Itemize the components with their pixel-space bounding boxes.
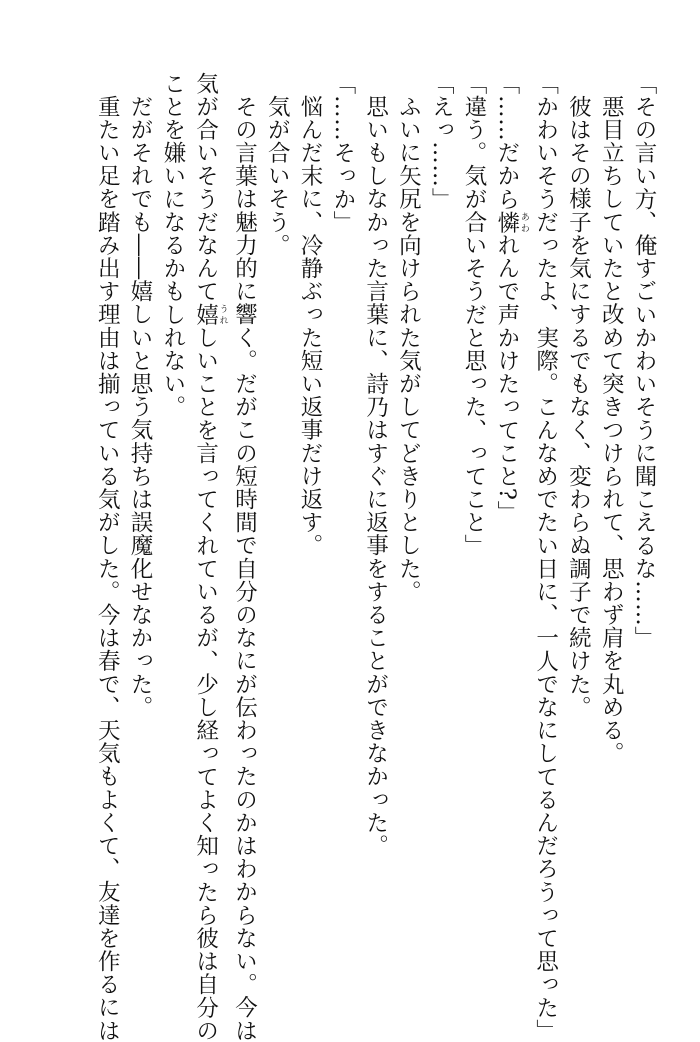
text-line <box>490 72 529 952</box>
line-prefix: 「……だから <box>493 72 520 211</box>
text-line: 悩んだ末に、冷静ぶった短い返事だけ返す。 <box>297 94 324 557</box>
text-line: 「えっ……」 <box>428 72 455 211</box>
line-suffix: れんで声かけたってこと?」 <box>493 233 520 524</box>
text-line: 「……そっか」 <box>329 72 356 234</box>
line-prefix: 気が合いそうだなんて <box>192 72 219 303</box>
text-line: だがそれでも――嬉しいと思う気持ちは誤魔化せなかった。 <box>127 94 154 719</box>
text-line: ふいに矢尻を向けられた気がしてどきりとした。 <box>395 94 422 603</box>
text-line: 「かわいそうだったよ、実際。こんなめでたい日に、一人でなにしてるんだろうって思った」 <box>532 72 559 1042</box>
text-line: その言葉は魅力的に響く。だがこの短時間で自分のなにが伝わったのかはわからない。今は <box>231 94 258 1042</box>
text-line: 悪目立ちしていたと改めて突きつけられて、思わず肩を丸める。 <box>598 94 625 765</box>
ruby-reading: うれ <box>217 303 228 327</box>
ruby-annotation <box>192 303 228 327</box>
text-line: 重たい足を踏み出す理由は揃っている気がした。今は春で、天気もよくて、友達を作るには <box>94 94 121 1042</box>
text-line: ことを嫌いになるかもしれない。 <box>159 72 186 419</box>
ruby-reading: あわ <box>518 210 529 234</box>
text-line: 「その言い方、俺すごいかわいそうに聞こえるな……」 <box>631 72 657 650</box>
line-suffix: しいことを言ってくれているが、少し経ってよく知ったら彼は自分の <box>192 326 219 1042</box>
text-line: 思いもしなかった言葉に、詩乃はすぐに返事をすることができなかった。 <box>362 94 389 857</box>
text-line: 「違う。気が合いそうだと思った、ってこと」 <box>461 72 488 558</box>
ruby-base: 憐 <box>493 210 520 234</box>
ruby-annotation <box>493 210 529 234</box>
text-line <box>189 72 228 1042</box>
text-line: 気が合いそう。 <box>264 94 291 257</box>
ruby-base: 嬉 <box>192 303 219 327</box>
vertical-text-body <box>90 72 660 1042</box>
text-line: 彼はその様子を気にするでもなく、変わらぬ調子で続けた。 <box>565 94 592 719</box>
